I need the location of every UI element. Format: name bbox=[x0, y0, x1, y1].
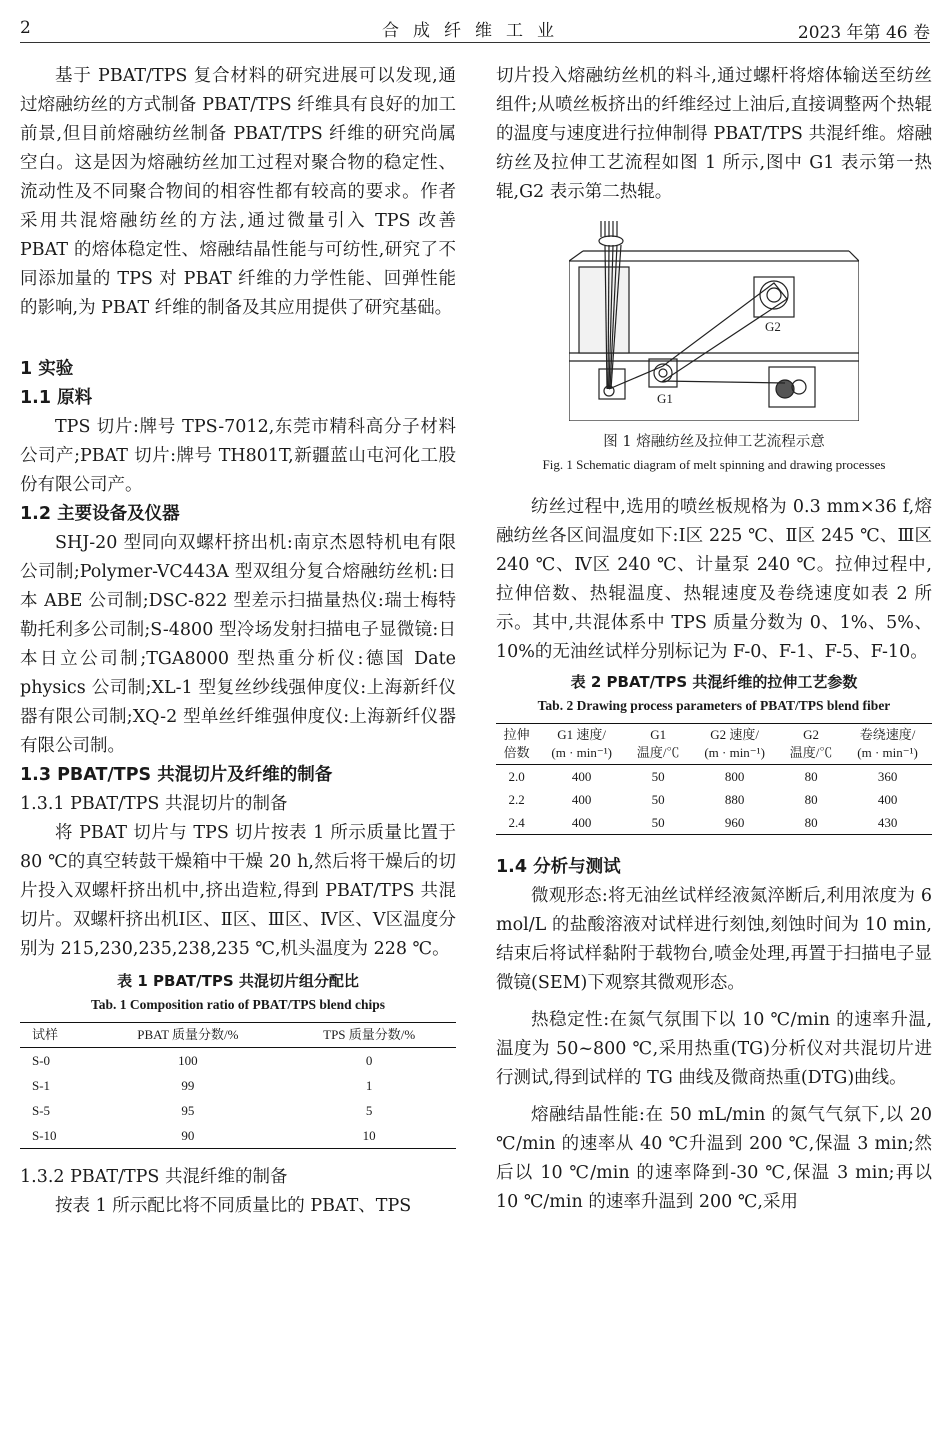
table-header-cell: 拉伸 倍数 bbox=[503, 727, 530, 760]
table-row bbox=[20, 1123, 456, 1149]
table-cell: 90 bbox=[181, 1128, 195, 1143]
table-cell: 880 bbox=[724, 792, 745, 807]
right-column bbox=[496, 62, 932, 1217]
fiber-paragraph: 按表 1 所示配比将不同质量比的 PBAT、TPS bbox=[55, 1196, 412, 1216]
table1 bbox=[20, 1022, 456, 1149]
table-header-row bbox=[20, 1023, 456, 1048]
intro-paragraph: 基于 PBAT/TPS 复合材料的研究进展可以发现,通过熔融纺丝的方式制备 PBAT/TPS 纤维具有良好的加工前景,但目前熔融纺丝制备 PBAT/TPS 纤维的研究尚属空白。这是因为熔融纺丝加工过程对聚合物的稳定性、流动性及不同聚合物间的相容性都有较高的要求。作者采用共混熔融纺丝的方法,通过微量引入 TPS 改善 PBAT 的熔体稳定性、熔融结晶性能与可纺性,研究了不同添加量的 TPS 对 PBAT 纤维的力学性能、回弹性能的影响,为 PBAT 纤维的制备及其应用提供了研究基础。 bbox=[20, 66, 456, 318]
table-cell: 2.0 bbox=[508, 769, 525, 784]
equipment-paragraph: SHJ-20 型同向双螺杆挤出机:南京杰恩特机电有限公司制;Polymer-VC443A 型双组分复合熔融纺丝机:日本 ABE 公司制;DSC-822 型差示扫描量热仪:瑞士梅特勒托利多公司制;S-4800 型冷场发射扫描电子显微镜:日本日立公司制;TGA8000 型热重分析仪:德国 Date physics 公司制;XL-1 型复丝纱线强伸度仪:上海新纤仪器有限公司制;XQ-2 型单丝纤维强伸度仪:上海新纤仪器有限公司制。 bbox=[20, 533, 456, 756]
table-cell: S-0 bbox=[32, 1053, 51, 1068]
table-header-cell: PBAT 质量分数/% bbox=[137, 1027, 239, 1042]
table-header-cell: G1 速度/ (m · min⁻¹) bbox=[551, 727, 612, 760]
spinning-schematic bbox=[569, 221, 859, 421]
table-header-cell: 试样 bbox=[32, 1027, 59, 1042]
page-header bbox=[20, 12, 930, 43]
table-cell: S-5 bbox=[32, 1103, 51, 1118]
table-cell: 800 bbox=[724, 769, 745, 784]
g1-roller-housing bbox=[649, 359, 677, 387]
table-header-cell: G2 温度/℃ bbox=[789, 727, 833, 760]
table-cell: 400 bbox=[571, 815, 592, 830]
table-row bbox=[20, 1073, 456, 1098]
table-cell: 400 bbox=[877, 792, 898, 807]
table-cell: 0 bbox=[365, 1053, 373, 1068]
table-header-cell: TPS 质量分数/% bbox=[323, 1027, 416, 1042]
table-cell: 99 bbox=[181, 1078, 195, 1093]
table-cell: 50 bbox=[651, 815, 665, 830]
section-heading-experiment: 1 实验 bbox=[20, 359, 74, 379]
table-cell: 2.2 bbox=[508, 792, 525, 807]
table-cell: S-10 bbox=[32, 1128, 57, 1143]
page-number: 2 bbox=[20, 18, 31, 38]
table-row bbox=[20, 1048, 456, 1074]
g1-roller bbox=[654, 364, 672, 382]
table-cell: 80 bbox=[804, 792, 818, 807]
thermal-stability-paragraph: 热稳定性:在氮气氛围下以 10 ℃/min 的速率升温,温度为 50~800 ℃,采用热重(TG)分析仪对共混切片进行测试,得到试样的 TG 曲线及微商热重(DTG)曲线。 bbox=[496, 1010, 932, 1088]
table-row bbox=[496, 765, 932, 789]
morphology-paragraph: 微观形态:将无油丝试样经液氮淬断后,利用浓度为 6 mol/L 的盐酸溶液对试样进行刻蚀,刻蚀时间为 10 min,结束后将试样黏附于载物台,喷金处理,再置于扫描电子显微镜(SEM)下观察其微观形态。 bbox=[496, 886, 932, 993]
subsection-heading-chips: 1.3.1 PBAT/TPS 共混切片的制备 bbox=[20, 794, 288, 814]
materials-paragraph: TPS 切片:牌号 TPS-7012,东莞市精科高分子材料公司产;PBAT 切片:牌号 TH801T,新疆蓝山屯河化工股份有限公司产。 bbox=[20, 417, 456, 495]
spinneret bbox=[599, 236, 623, 246]
table-cell: 80 bbox=[804, 815, 818, 830]
figure1-caption-en: Fig. 1 Schematic diagram of melt spinning and drawing processes bbox=[542, 457, 886, 472]
g1-label: G1 bbox=[657, 391, 673, 406]
g2-label: G2 bbox=[765, 319, 781, 334]
table-cell: 400 bbox=[571, 792, 592, 807]
section-heading-equipment: 1.2 主要设备及仪器 bbox=[20, 504, 180, 524]
table1-caption-cn: 表 1 PBAT/TPS 共混切片组分配比 bbox=[117, 972, 359, 990]
table-cell: 400 bbox=[571, 769, 592, 784]
table-cell: 1 bbox=[365, 1078, 373, 1093]
volume-info: 2023 年第 46 卷 bbox=[797, 23, 930, 43]
crystallization-paragraph: 熔融结晶性能:在 50 mL/min 的氮气气氛下,以 20 ℃/min 的速率从 40 ℃升温到 200 ℃,保温 3 min;然后以 10 ℃/min 的速率降到-30 ℃,保温 3 min;再以 10 ℃/min 的速率升温到 200 ℃,采用 bbox=[496, 1105, 932, 1212]
table2 bbox=[496, 723, 932, 835]
chips-paragraph: 将 PBAT 切片与 TPS 切片按表 1 所示质量比置于 80 ℃的真空转鼓干燥箱中干燥 20 h,然后将干燥后的切片投入双螺杆挤出机中,挤出造粒,得到 PBAT/TPS 共混切片。双螺杆挤出机Ⅰ区、Ⅱ区、Ⅲ区、Ⅳ区、Ⅴ区温度分别为 215,230,235,238,235 ℃,机头温度为 228 ℃。 bbox=[20, 823, 456, 959]
table-cell: 80 bbox=[804, 769, 818, 784]
table-cell: 95 bbox=[181, 1103, 195, 1118]
table-cell: 2.4 bbox=[508, 815, 525, 830]
table-cell: 50 bbox=[651, 769, 665, 784]
table-header-cell: G2 速度/ (m · min⁻¹) bbox=[704, 727, 765, 760]
subsection-heading-fiber: 1.3.2 PBAT/TPS 共混纤维的制备 bbox=[20, 1167, 288, 1187]
table-cell: 50 bbox=[651, 792, 665, 807]
quench-chamber bbox=[579, 267, 629, 353]
section-heading-analysis: 1.4 分析与测试 bbox=[496, 857, 621, 877]
journal-title: 合成纤维工业 bbox=[382, 21, 568, 41]
figure1 bbox=[569, 221, 859, 421]
section-heading-materials: 1.1 原料 bbox=[20, 388, 93, 408]
fiber-paragraph-continued: 切片投入熔融纺丝机的料斗,通过螺杆将熔体输送至纺丝组件;从喷丝板挤出的纤维经过上油后,直接调整两个热辊的温度与速度进行拉伸制得 PBAT/TPS 共混纤维。熔融纺丝及拉伸工艺流程如图 1 所示,图中 G1 表示第一热辊,G2 表示第二热辊。 bbox=[496, 66, 932, 202]
table-cell: S-1 bbox=[32, 1078, 51, 1093]
table-header-row bbox=[496, 724, 932, 765]
table-header-cell: 卷绕速度/ (m · min⁻¹) bbox=[857, 727, 918, 760]
table1-caption-en: Tab. 1 Composition ratio of PBAT/TPS blend chips bbox=[90, 997, 386, 1012]
table-cell: 100 bbox=[178, 1053, 198, 1068]
table-cell: 10 bbox=[362, 1128, 376, 1143]
table-cell: 960 bbox=[724, 815, 745, 830]
table-row bbox=[496, 788, 932, 811]
table-cell: 360 bbox=[877, 769, 898, 784]
table-cell: 5 bbox=[365, 1103, 373, 1118]
table-cell: 430 bbox=[877, 815, 898, 830]
table-row bbox=[20, 1098, 456, 1123]
figure1-caption-cn: 图 1 熔融纺丝及拉伸工艺流程示意 bbox=[603, 434, 825, 450]
table2-caption-cn: 表 2 PBAT/TPS 共混纤维的拉伸工艺参数 bbox=[570, 673, 858, 691]
table2-caption-en: Tab. 2 Drawing process parameters of PBAT/TPS blend fiber bbox=[537, 698, 891, 713]
table-header-cell: G1 温度/℃ bbox=[636, 727, 680, 760]
spinning-paragraph: 纺丝过程中,选用的喷丝板规格为 0.3 mm×36 f,熔融纺丝各区间温度如下:Ⅰ区 225 ℃、Ⅱ区 245 ℃、Ⅲ区 240 ℃、Ⅳ区 240 ℃、计量泵 240 ℃。拉伸过程中,拉伸倍数、热辊温度、热辊速度及卷绕速度如表 2 所示。其中,共混体系中 TPS 质量分数为 0、1%、5%、10%的无油丝试样分别标记为 F-0、F-1、F-5、F-10。 bbox=[496, 497, 932, 662]
left-column bbox=[20, 62, 456, 1221]
section-heading-preparation: 1.3 PBAT/TPS 共混切片及纤维的制备 bbox=[20, 765, 333, 785]
table-row bbox=[496, 811, 932, 835]
